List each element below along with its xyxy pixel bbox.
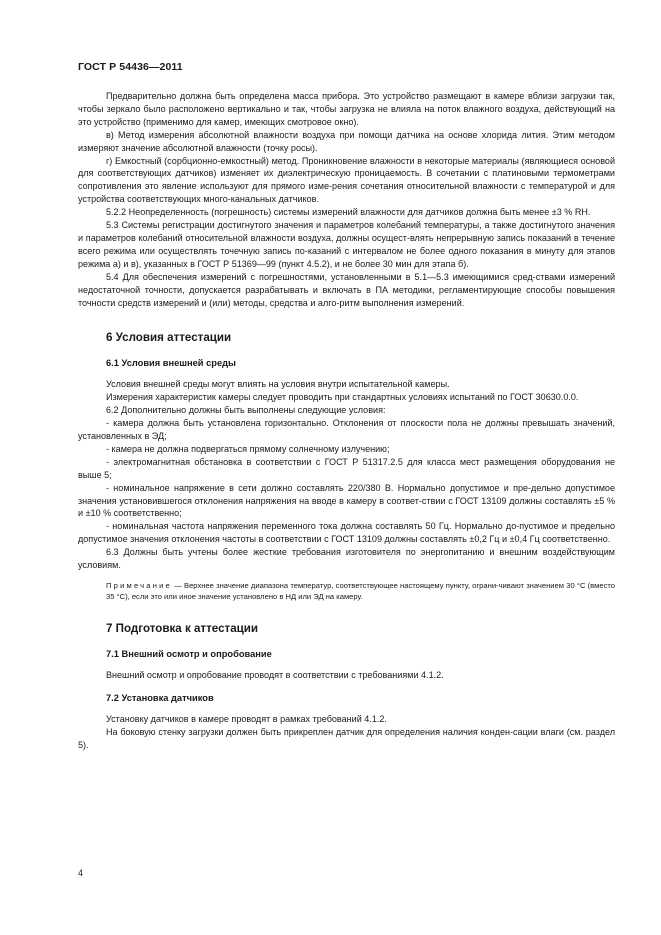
document-body: [78, 90, 615, 752]
paragraph: На боковую стенку загрузки должен быть прикреплен датчик для определения наличия конден-сации влаги (см. раздел 5).: [78, 726, 615, 750]
paragraph: 5.3 Системы регистрации достигнутого значения и параметров колебаний температуры, а также достигнутого значения и параметров колебаний относительной влажности воздуха, должны осущест-влять непрерывную запись показаний в течение всего режима или осуществлять точечную запись по-казаний с интервалом не более одного показания в минуту для этапов режима а) и в), указанных в ГОСТ Р 51369—99 (пункт 4.5.2), и не более 30 мин для этапа б).: [78, 220, 615, 269]
paragraph: г) Емкостный (сорбционно-емкостный) метод. Проникновение влажности в некоторые материалы (являющиеся основой для соответствующих датчиков) изменяет их диэлектрическую проницаемость. В сочетании с платиновыми термометрами сопротивления это явление используют для прямого изме-рения сочетания относительной влажности с температурой и для устройства соответствующих много-канальных датчиков.: [78, 155, 615, 205]
subsection-7-2-heading: 7.2 Установка датчиков: [106, 692, 214, 703]
list-item: - камера не должна подвергаться прямому солнечному излучению;: [106, 443, 390, 454]
paragraph: 5.2.2 Неопределенность (погрешность) системы измерений влажности для датчиков должна быть менее ±3 % RH.: [106, 207, 591, 218]
section-6-heading: 6 Условия аттестации: [106, 331, 232, 345]
list-item: - номинальная частота напряжения переменного тока должна составлять 50 Гц. Нормально до-пустимое и предельно допустимое значения отклонения частоты в соответствии с ГОСТ 13109 должны составлять ±0,2 Гц и ±0,4 Гц соответственно.: [78, 521, 615, 545]
list-item: - электромагнитная обстановка в соответствии с ГОСТ Р 51317.2.5 для класса мест размещения оборудования не выше 5;: [78, 456, 615, 480]
paragraph: Предварительно должна быть определена масса прибора. Это устройство размещают в камере вблизи загрузки так, чтобы зеркало было расположено вертикально и так, чтобы загрузка не влияла на поток влажного воздуха, действующий на это устройство (применимо для камер, имеющих смотровое окно).: [78, 91, 615, 127]
note: [78, 580, 615, 602]
document-header: ГОСТ Р 54436—2011: [78, 61, 183, 73]
paragraph: Условия внешней среды могут влиять на условия внутри испытательной камеры.: [106, 379, 450, 390]
paragraph: 5.4 Для обеспечения измерений с погрешностями, установленными в 5.1—5.3 имеющимися сред-ствами измерений недостаточной точности, допускается разрабатывать и включать в ПА методики, регламентирующие способы повышения точности средств измерений и (или) методы, средства и алго-ритм выполнения измерений.: [78, 271, 615, 308]
paragraph: Измерения характеристик камеры следует проводить при стандартных условиях испытаний по ГОСТ 30630.0.0.: [106, 392, 579, 403]
subsection-7-1-heading: 7.1 Внешний осмотр и опробование: [106, 649, 272, 659]
page-number: 4: [78, 868, 84, 878]
note-text: — Верхнее значение диапазона температур, соответствующее настоящему пункту, ограни-чивают значением 30 °С (вместо 35 °С), если это или иное значение установлено в НД или ЭД на камеру.: [106, 581, 615, 601]
paragraph: в) Метод измерения абсолютной влажности воздуха при помощи датчика на основе хлорида лития. Этим методом измеряют значение абсолютной влажности (точку росы).: [78, 129, 615, 153]
section-7-heading: 7 Подготовка к аттестации: [106, 622, 259, 635]
subsection-6-1-heading: 6.1 Условия внешней среды: [106, 358, 236, 369]
paragraph: Установку датчиков в камере проводят в рамках требований 4.1.2.: [106, 713, 387, 724]
note-label: Примечание: [106, 581, 172, 590]
paragraph: Внешний осмотр и опробование проводят в соответствии с требованиями 4.1.2.: [106, 670, 444, 680]
list-item: - номинальное напряжение в сети должно составлять 220/380 В. Нормально допустимое и пре-дельно допустимое значения установившегося отклонения напряжения на вводе в камеру в соответ-ствии с ГОСТ 13109 должны составлять ±5 % и ±10 % соответственно;: [78, 482, 615, 519]
list-item: - камера должна быть установлена горизонтально. Отклонения от плоскости пола не должны превышать значений, установленных в ЭД;: [78, 418, 615, 442]
paragraph: 6.3 Должны быть учтены более жесткие требования изготовителя по энергопитанию и внешним воздействующим условиям.: [78, 547, 615, 571]
paragraph: 6.2 Дополнительно должны быть выполнены следующие условия:: [106, 405, 386, 416]
